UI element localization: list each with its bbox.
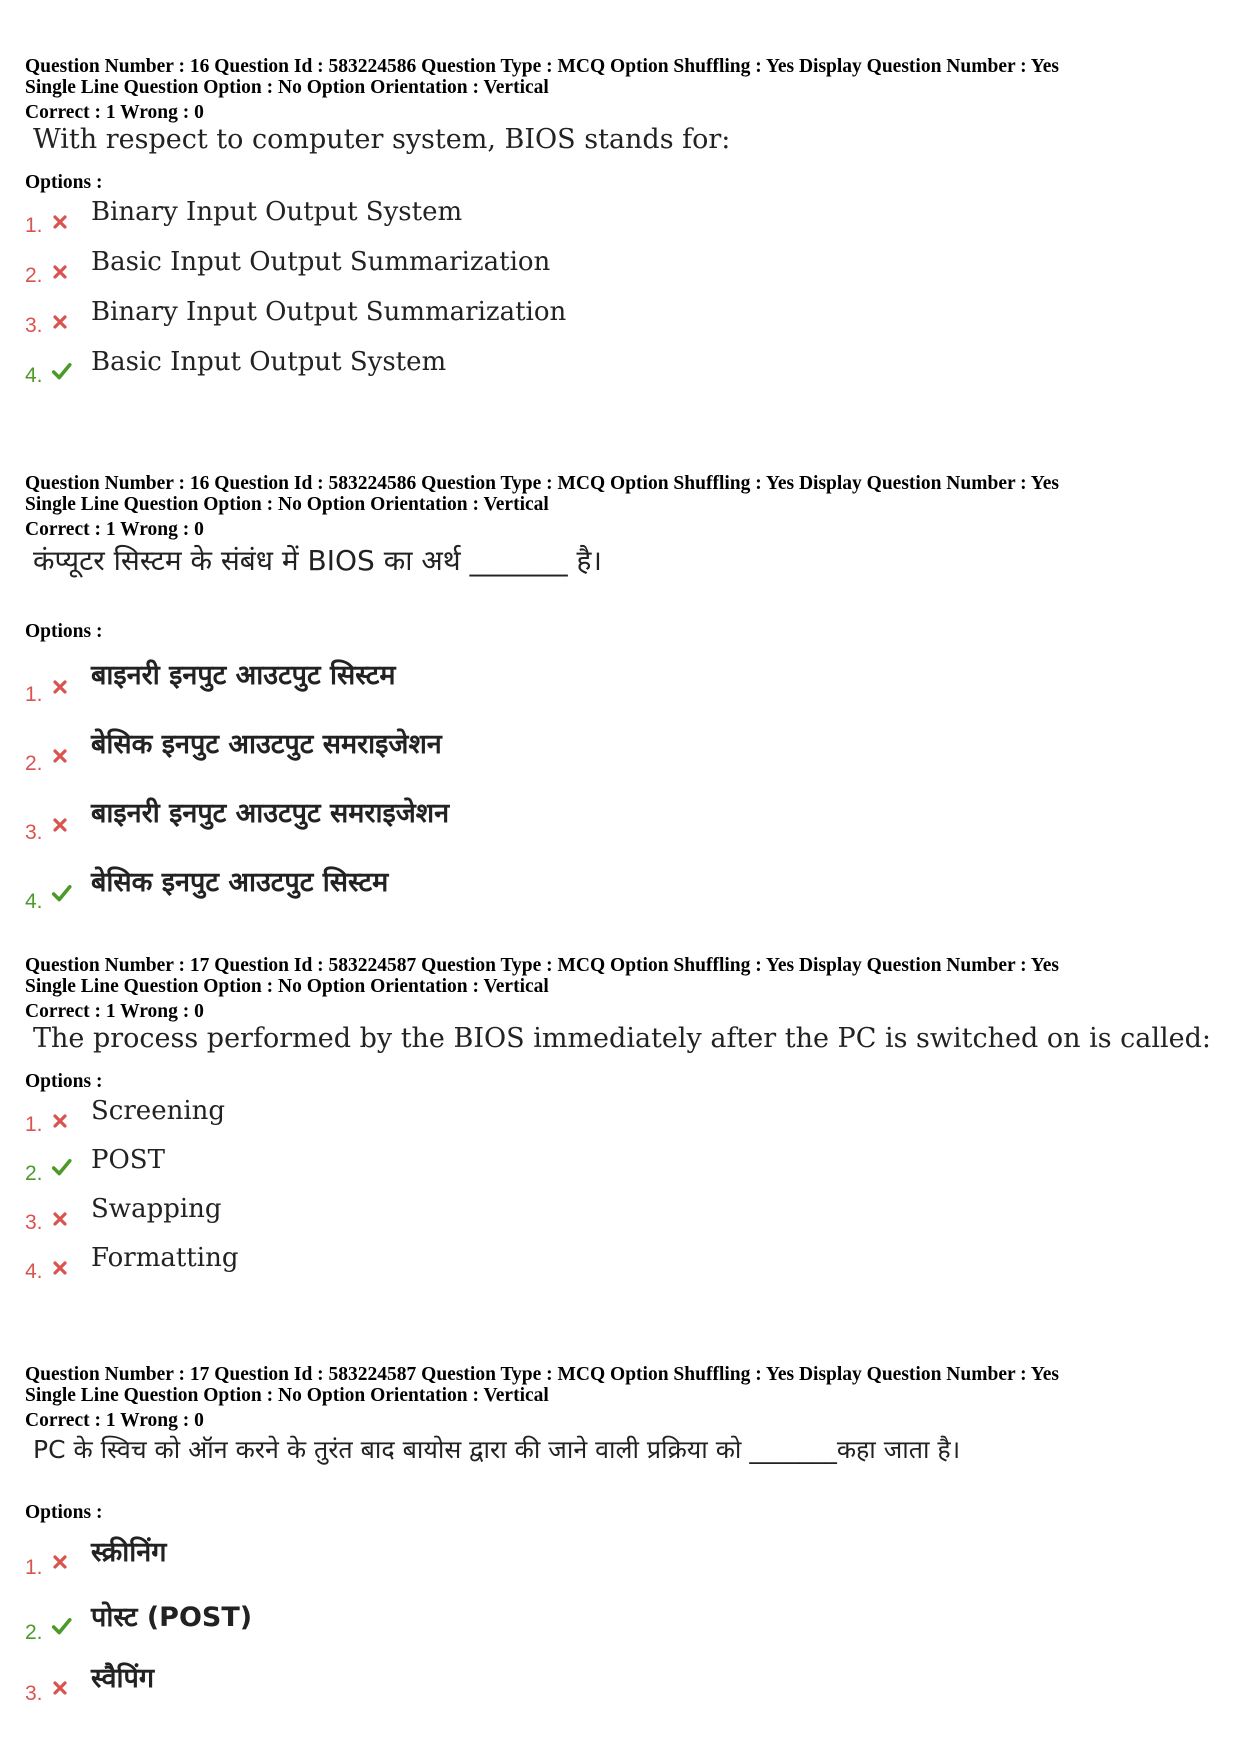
correct-wrong-marks: Correct : 1 Wrong : 0 xyxy=(25,519,204,540)
options-label: Options : xyxy=(25,1071,103,1092)
option-number: 2. xyxy=(25,1621,43,1644)
option-text: POST xyxy=(91,1145,165,1175)
question-block-4 xyxy=(25,1364,1225,1705)
correct-wrong-marks: Correct : 1 Wrong : 0 xyxy=(25,1410,204,1431)
option-text: Basic Input Output System xyxy=(91,347,447,377)
option-row xyxy=(25,860,1025,913)
option-row xyxy=(25,347,1025,390)
option-row xyxy=(25,653,1025,706)
cross-icon xyxy=(52,214,68,230)
option-text: बाइनरी इनपुट आउटपुट समराइजेशन xyxy=(91,798,450,829)
option-number: 1. xyxy=(25,1556,43,1579)
option-number: 2. xyxy=(25,752,43,775)
options-label: Options : xyxy=(25,621,103,642)
question-text: With respect to computer system, BIOS stands for: xyxy=(33,124,731,155)
cross-icon xyxy=(52,748,68,764)
cross-icon xyxy=(52,1554,68,1570)
cross-icon xyxy=(52,264,68,280)
option-number: 4. xyxy=(25,364,43,387)
option-number: 1. xyxy=(25,683,43,706)
option-row xyxy=(25,297,1025,340)
option-text: स्क्रीनिंग xyxy=(91,1537,167,1568)
cross-icon xyxy=(52,1113,68,1129)
option-number: 3. xyxy=(25,1211,43,1234)
option-text: बेसिक इनपुट आउटपुट सिस्टम xyxy=(91,867,389,898)
option-row xyxy=(25,247,1025,290)
cross-icon xyxy=(52,314,68,330)
option-text: स्वैपिंग xyxy=(91,1663,155,1694)
option-row xyxy=(25,1145,1025,1188)
options-label: Options : xyxy=(25,172,103,193)
option-text: Binary Input Output System xyxy=(91,197,463,227)
option-row xyxy=(25,197,1025,240)
option-row xyxy=(25,1194,1025,1237)
question-meta-line-1: Question Number : 16 Question Id : 583224586 Question Type : MCQ Option Shuffling : Yes Display Question Number : Yes xyxy=(25,56,1059,77)
question-meta-line-1: Question Number : 17 Question Id : 583224587 Question Type : MCQ Option Shuffling : Yes Display Question Number : Yes xyxy=(25,1364,1059,1385)
question-block-3 xyxy=(25,955,1225,1283)
option-number: 2. xyxy=(25,1162,43,1185)
question-meta-line-2: Single Line Question Option : No Option Orientation : Vertical xyxy=(25,77,549,98)
option-text: Swapping xyxy=(91,1194,222,1224)
question-meta-line-2: Single Line Question Option : No Option Orientation : Vertical xyxy=(25,976,549,997)
question-meta-line-2: Single Line Question Option : No Option Orientation : Vertical xyxy=(25,494,549,515)
cross-icon xyxy=(52,1260,68,1276)
option-row xyxy=(25,1654,1025,1705)
option-text: बेसिक इनपुट आउटपुट समराइजेशन xyxy=(91,729,442,760)
question-text: The process performed by the BIOS immediately after the PC is switched on is called: xyxy=(33,1023,1211,1054)
option-number: 2. xyxy=(25,264,43,287)
option-row xyxy=(25,791,1025,844)
question-text: PC के स्विच को ऑन करने के तुरंत बाद बायोस द्वारा की जाने वाली प्रक्रिया को _______कहा जाता है। xyxy=(33,1435,961,1464)
option-text: बाइनरी इनपुट आउटपुट सिस्टम xyxy=(91,660,396,691)
option-number: 3. xyxy=(25,821,43,844)
question-text: कंप्यूटर सिस्टम के संबंध में BIOS का अर्थ _______ है। xyxy=(33,544,602,577)
option-row xyxy=(25,1096,1025,1139)
question-meta-line-1: Question Number : 16 Question Id : 583224586 Question Type : MCQ Option Shuffling : Yes Display Question Number : Yes xyxy=(25,473,1059,494)
question-block-2 xyxy=(25,473,1225,913)
cross-icon xyxy=(52,817,68,833)
cross-icon xyxy=(52,1680,68,1696)
correct-wrong-marks: Correct : 1 Wrong : 0 xyxy=(25,1001,204,1022)
option-text: Binary Input Output Summarization xyxy=(91,297,567,327)
question-meta-line-2: Single Line Question Option : No Option Orientation : Vertical xyxy=(25,1385,549,1406)
option-text: पोस्ट (POST) xyxy=(91,1602,253,1633)
option-row xyxy=(25,1591,1025,1644)
option-text: Basic Input Output Summarization xyxy=(91,247,551,277)
cross-icon xyxy=(52,679,68,695)
option-number: 1. xyxy=(25,1113,43,1136)
option-row xyxy=(25,722,1025,775)
option-number: 4. xyxy=(25,890,43,913)
check-icon xyxy=(52,1158,72,1178)
option-number: 3. xyxy=(25,314,43,337)
option-text: Formatting xyxy=(91,1243,239,1273)
option-row xyxy=(25,1534,1025,1579)
check-icon xyxy=(52,884,72,904)
correct-wrong-marks: Correct : 1 Wrong : 0 xyxy=(25,102,204,123)
option-number: 1. xyxy=(25,214,43,237)
question-meta-line-1: Question Number : 17 Question Id : 583224587 Question Type : MCQ Option Shuffling : Yes Display Question Number : Yes xyxy=(25,955,1059,976)
cross-icon xyxy=(52,1211,68,1227)
question-block-1 xyxy=(25,56,1225,387)
check-icon xyxy=(52,1617,72,1637)
options-label: Options : xyxy=(25,1502,103,1523)
check-icon xyxy=(52,362,72,382)
option-number: 3. xyxy=(25,1682,43,1705)
option-number: 4. xyxy=(25,1260,43,1283)
option-row xyxy=(25,1243,1025,1286)
option-text: Screening xyxy=(91,1096,226,1126)
